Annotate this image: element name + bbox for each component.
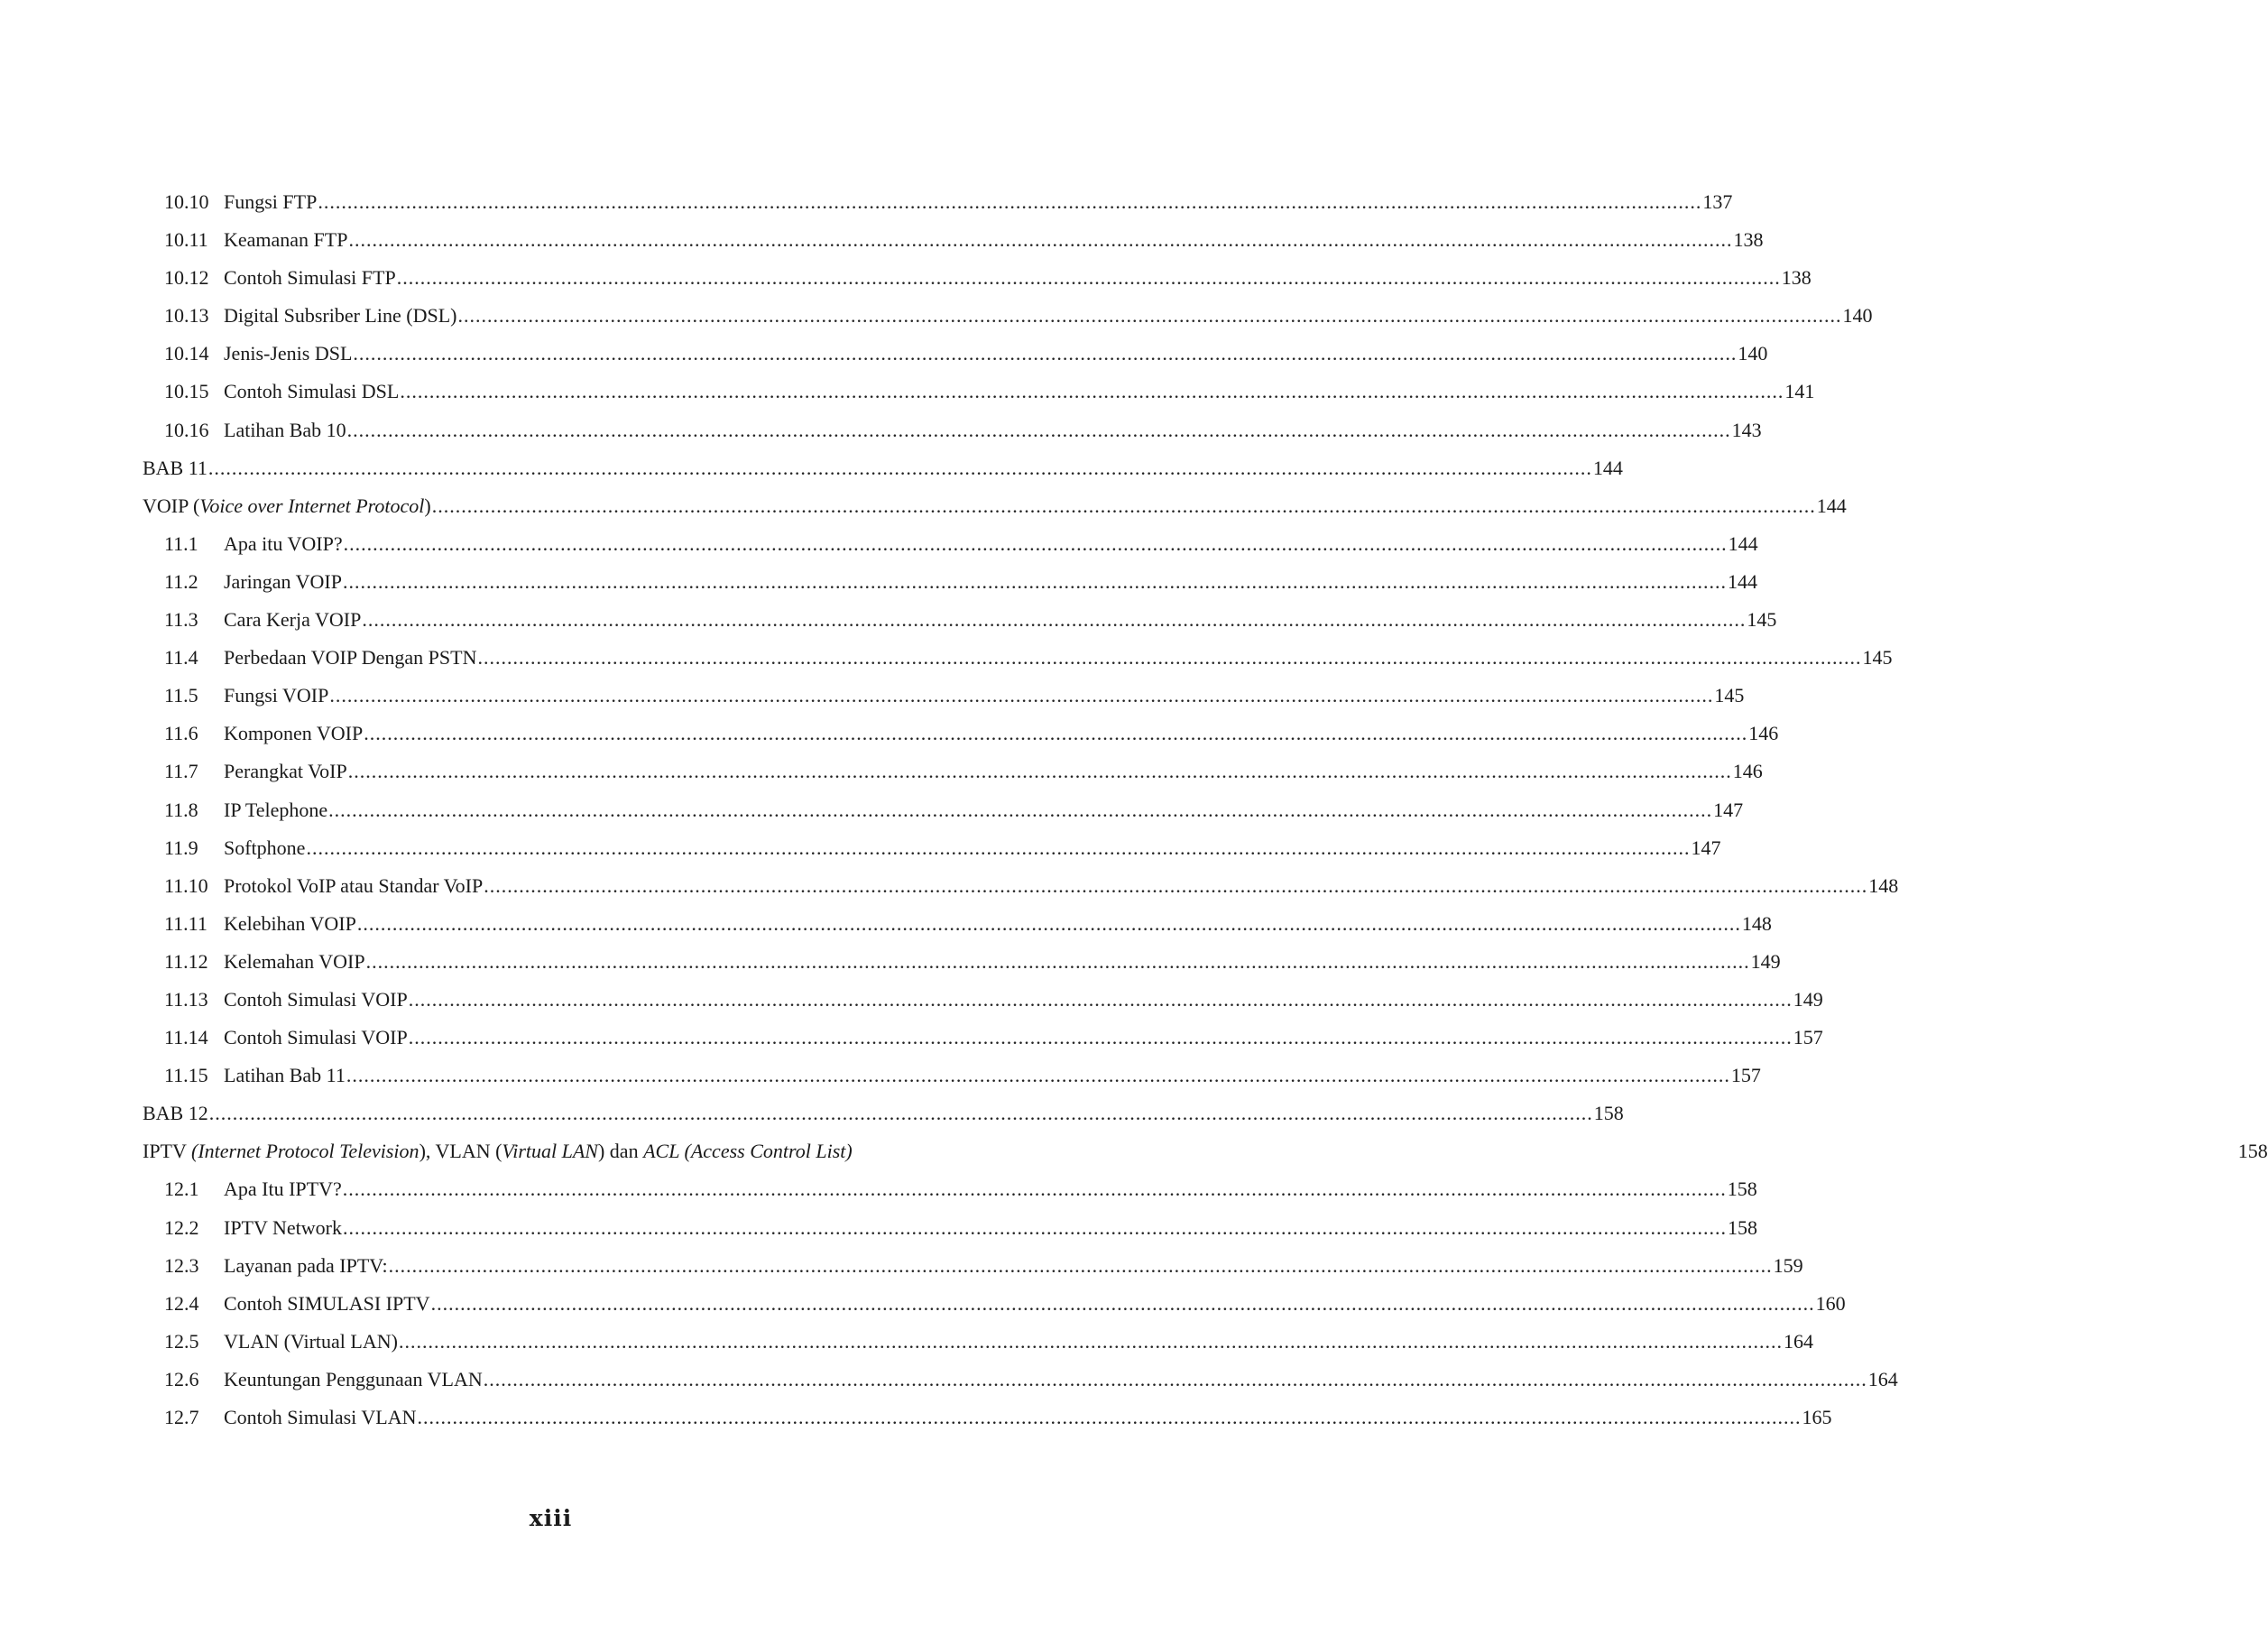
toc-entry-section: [143, 373, 1815, 411]
toc-entry-number: 10.12: [164, 266, 209, 290]
toc-entry-page-number: 147: [1713, 798, 1744, 821]
toc-dot-leader: [344, 525, 1728, 563]
toc-entry-page-number: 144: [1728, 531, 1758, 555]
toc-entry-title-part: IPTV: [143, 1140, 191, 1163]
toc-entry-title: Contoh Simulasi FTP: [224, 266, 396, 290]
toc-entry-page-number: 149: [1750, 949, 1781, 973]
toc-entry-section: [143, 297, 1873, 335]
toc-entry-title: Perbedaan VOIP Dengan PSTN: [224, 646, 477, 670]
toc-entry-page-number: 158: [1727, 1178, 1757, 1201]
toc-entry-title-part: Voice over Internet Protocol: [199, 494, 425, 517]
toc-entry-section: [143, 183, 1733, 221]
toc-dot-leader: [343, 1170, 1727, 1208]
toc-entry-number: 11.14: [164, 1026, 208, 1049]
toc-entry-page-number: 144: [1816, 494, 1847, 517]
toc-entry-page-number: 138: [1781, 266, 1812, 290]
toc-entry-title: Komponen VOIP: [224, 722, 364, 745]
toc-entry-number: 11.4: [164, 646, 198, 670]
toc-dot-leader: [318, 183, 1701, 221]
toc-entry-title-part: (Internet Protocol Television: [191, 1140, 419, 1163]
toc-entry-title-part: ): [424, 494, 431, 517]
toc-entry-title-part: VOIP (: [143, 494, 200, 517]
toc-entry-number: 10.14: [164, 342, 209, 365]
toc-entry-title: Layanan pada IPTV:: [224, 1253, 388, 1277]
toc-entry-page-number: 157: [1793, 1026, 1823, 1049]
toc-entry-title: Fungsi VOIP: [224, 684, 329, 707]
toc-entry-number: 11.8: [164, 798, 198, 821]
toc-entry-title-part: ), VLAN (: [419, 1140, 502, 1163]
toc-entry-title: Keuntungan Penggunaan VLAN: [224, 1367, 483, 1390]
toc-entry-section: [143, 1209, 1757, 1247]
toc-dot-leader: [431, 1285, 1815, 1323]
toc-entry-title: [143, 487, 431, 525]
toc-dot-leader: [329, 677, 1713, 715]
toc-dot-leader: [343, 1209, 1727, 1247]
toc-entry-number: 10.16: [164, 418, 209, 441]
toc-entry-page-number: 164: [1867, 1367, 1898, 1390]
toc-dot-leader: [353, 335, 1737, 373]
toc-entry-section: [143, 981, 1823, 1019]
toc-entry-page-number: 143: [1731, 418, 1762, 441]
toc-entry-section: [143, 221, 1764, 259]
toc-dot-leader: [347, 411, 1731, 449]
toc-entry-title: Jaringan VOIP: [224, 569, 342, 593]
toc-entry-section: [143, 639, 1893, 677]
toc-entry-section: [143, 259, 1812, 297]
toc-entry-number: 11.1: [164, 531, 198, 555]
toc-dot-leader: [399, 1323, 1783, 1361]
toc-entry-section: [143, 867, 1899, 905]
toc-entry-page-number: 146: [1732, 760, 1763, 783]
toc-entry-title: Latihan Bab 10: [224, 418, 346, 441]
toc-entry-number: 11.2: [164, 569, 198, 593]
toc-dot-leader: [348, 753, 1732, 790]
toc-entry-title: VLAN (Virtual LAN): [224, 1329, 398, 1353]
toc-entry-number: 11.15: [164, 1064, 208, 1087]
toc-dot-leader: [209, 1095, 1593, 1132]
toc-entry-section: [143, 335, 1768, 373]
toc-entry-section: [143, 525, 1758, 563]
toc-entry-section: [143, 905, 1772, 943]
toc-entry-number: 10.13: [164, 304, 209, 328]
toc-entry-number: 11.10: [164, 873, 208, 897]
page-number-footer: xiii: [529, 1505, 573, 1531]
toc-entry-number: 11.5: [164, 684, 198, 707]
toc-dot-leader: [484, 1361, 1867, 1399]
toc-dot-leader: [364, 715, 1747, 753]
toc-dot-leader: [389, 1247, 1773, 1285]
toc-entry-chapter: [143, 487, 1847, 525]
toc-entry-title: Cara Kerja VOIP: [224, 608, 362, 632]
toc-entry-chapter: [143, 449, 1623, 487]
toc-dot-leader: [328, 791, 1712, 829]
toc-entry-page-number: 148: [1868, 873, 1899, 897]
toc-entry-page-number: 158: [1727, 1215, 1757, 1239]
toc-entry-page-number: 160: [1815, 1291, 1846, 1315]
toc-entry-section: [143, 753, 1763, 790]
toc-entry-page-number: 158: [1593, 1102, 1624, 1125]
toc-dot-leader: [477, 639, 1861, 677]
toc-entry-section: [143, 1361, 1898, 1399]
toc-entry-section: [143, 829, 1721, 867]
toc-entry-title: Contoh SIMULASI IPTV: [224, 1291, 430, 1315]
toc-entry-page-number: 149: [1793, 987, 1823, 1011]
toc-entry-title: BAB 11: [143, 456, 207, 479]
toc-dot-leader: [306, 829, 1690, 867]
toc-entry-title: Contoh Simulasi DSL: [224, 380, 400, 403]
toc-entry-page-number: 138: [1733, 228, 1764, 252]
toc-dot-leader: [400, 373, 1784, 411]
toc-entry-title: Fungsi FTP: [224, 190, 318, 213]
toc-entry-page-number: 148: [1741, 911, 1772, 935]
table-of-contents: [143, 183, 2268, 1436]
toc-entry-page-number: 145: [1714, 684, 1745, 707]
toc-entry-number: 10.15: [164, 380, 209, 403]
toc-entry-title: Digital Subsriber Line (DSL): [224, 304, 457, 328]
toc-entry-section: [143, 791, 1744, 829]
toc-entry-title: Contoh Simulasi VOIP: [224, 987, 408, 1011]
toc-dot-leader: [343, 563, 1727, 601]
toc-entry-title: Latihan Bab 11: [224, 1064, 346, 1087]
toc-entry-section: [143, 601, 1777, 639]
toc-entry-number: 11.7: [164, 760, 198, 783]
toc-entry-section: [143, 1019, 1823, 1057]
toc-dot-leader: [397, 259, 1781, 297]
toc-dot-leader: [432, 487, 1816, 525]
toc-entry-page-number: 147: [1691, 836, 1721, 859]
toc-entry-title: Protokol VoIP atau Standar VoIP: [224, 873, 484, 897]
toc-entry-page-number: 141: [1784, 380, 1815, 403]
toc-dot-leader: [484, 867, 1867, 905]
toc-entry-title: Apa itu VOIP?: [224, 531, 343, 555]
toc-entry-number: 12.5: [164, 1329, 199, 1353]
toc-entry-page-number: 144: [1727, 569, 1757, 593]
toc-entry-title: Kelemahan VOIP: [224, 949, 365, 973]
toc-entry-title: Jenis-Jenis DSL: [224, 342, 353, 365]
toc-entry-section: [143, 563, 1757, 601]
toc-entry-title: Contoh Simulasi VLAN: [224, 1406, 417, 1428]
toc-entry-title: IPTV Network: [224, 1215, 342, 1239]
toc-entry-section: [143, 715, 1779, 753]
toc-entry-page-number: 157: [1730, 1064, 1761, 1087]
toc-entry-number: 11.9: [164, 836, 198, 859]
toc-entry-number: 11.12: [164, 949, 208, 973]
toc-entry-number: 11.6: [164, 722, 198, 745]
toc-entry-page-number: 137: [1702, 190, 1733, 213]
toc-entry-title: BAB 12: [143, 1102, 208, 1125]
toc-entry-section: [143, 1247, 1803, 1285]
toc-entry-number: 12.2: [164, 1215, 199, 1239]
toc-entry-page-number: 145: [1862, 646, 1893, 670]
toc-entry-number: 10.11: [164, 228, 208, 252]
toc-entry-title: Softphone: [224, 836, 306, 859]
toc-entry-number: 12.4: [164, 1291, 199, 1315]
toc-entry-title: Contoh Simulasi VOIP: [224, 1026, 408, 1049]
toc-entry-section: [143, 1399, 1832, 1436]
toc-dot-leader: [362, 601, 1746, 639]
toc-dot-leader: [346, 1057, 1730, 1095]
toc-entry-number: 11.11: [164, 911, 207, 935]
toc-entry-section: [143, 411, 1762, 449]
toc-entry-page-number: 140: [1842, 304, 1873, 328]
toc-entry-title: [143, 1132, 853, 1170]
toc-entry-title-part: ACL (Access Control List): [643, 1140, 853, 1163]
toc-dot-leader: [366, 943, 1750, 981]
toc-entry-title-part: ) dan: [597, 1140, 644, 1163]
toc-entry-page-number: 144: [1592, 456, 1623, 479]
toc-entry-number: 12.1: [164, 1178, 199, 1201]
toc-entry-number: 10.10: [164, 190, 209, 213]
toc-entry-number: 12.3: [164, 1253, 199, 1277]
toc-dot-leader: [208, 449, 1592, 487]
toc-entry-number: 12.6: [164, 1367, 199, 1390]
toc-dot-leader: [348, 221, 1732, 259]
toc-entry-section: [143, 1170, 1757, 1208]
toc-dot-leader: [357, 905, 1741, 943]
toc-entry-chapter: [143, 1132, 2268, 1170]
toc-entry-page-number: 146: [1748, 722, 1779, 745]
toc-entry-page-number: 158: [2237, 1140, 2268, 1163]
toc-entry-section: [143, 1323, 1813, 1361]
toc-entry-number: 11.3: [164, 608, 198, 632]
toc-dot-leader: [409, 1019, 1793, 1057]
toc-entry-title: Keamanan FTP: [224, 228, 348, 252]
toc-entry-page-number: 159: [1773, 1253, 1803, 1277]
toc-entry-title: Kelebihan VOIP: [224, 911, 356, 935]
toc-entry-page-number: 140: [1738, 342, 1768, 365]
toc-dot-leader: [409, 981, 1793, 1019]
toc-entry-section: [143, 943, 1781, 981]
toc-entry-title: IP Telephone: [224, 798, 328, 821]
toc-dot-leader: [418, 1399, 1802, 1436]
toc-dot-leader: [457, 297, 1841, 335]
toc-entry-section: [143, 677, 1745, 715]
toc-entry-number: 11.13: [164, 987, 208, 1011]
toc-entry-title: Apa Itu IPTV?: [224, 1178, 342, 1201]
toc-entry-title-part: Virtual LAN: [502, 1140, 598, 1163]
toc-entry-page-number: 165: [1802, 1406, 1832, 1428]
toc-entry-title: Perangkat VoIP: [224, 760, 347, 783]
toc-entry-section: [143, 1057, 1761, 1095]
toc-entry-section: [143, 1285, 1846, 1323]
toc-entry-page-number: 145: [1747, 608, 1777, 632]
toc-entry-chapter: [143, 1095, 1624, 1132]
toc-entry-number: 12.7: [164, 1406, 199, 1428]
toc-entry-page-number: 164: [1783, 1329, 1813, 1353]
